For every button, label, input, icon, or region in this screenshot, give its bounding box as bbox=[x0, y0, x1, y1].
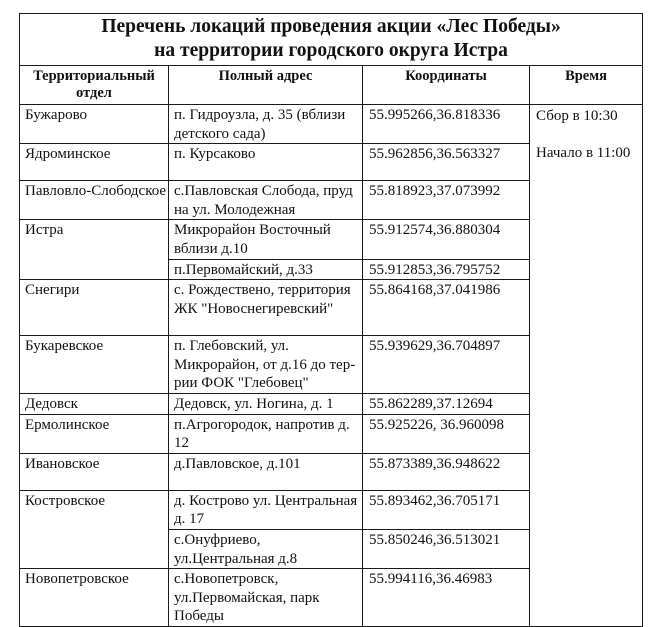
department-cell: Ивановское bbox=[20, 453, 169, 490]
address-cell: п.Агрогородок, напротив д. 12 bbox=[169, 414, 363, 453]
address-cell: с.Новопетровск, ул.Первомайская, парк Победы bbox=[169, 569, 363, 627]
address-cell: с.Онуфриево, ул.Центральная д.8 bbox=[169, 529, 363, 568]
coordinates-cell: 55.994116,36.46983 bbox=[363, 569, 530, 627]
address-cell: д. Кострово ул. Центральная д. 17 bbox=[169, 490, 363, 529]
coordinates-cell: 55.995266,36.818336 bbox=[363, 105, 530, 144]
address-cell: с.Павловская Слобода, пруд на ул. Молодежная bbox=[169, 181, 363, 220]
title-row bbox=[20, 14, 643, 66]
spacer bbox=[536, 126, 642, 145]
coordinates-cell: 55.912853,36.795752 bbox=[363, 259, 530, 280]
department-cell: Ермолинское bbox=[20, 414, 169, 453]
gathering-time: Сбор в 10:30 bbox=[536, 108, 618, 124]
coordinates-cell: 55.893462,36.705171 bbox=[363, 490, 530, 529]
department-cell: Костровское bbox=[20, 490, 169, 568]
locations-table bbox=[19, 13, 643, 627]
coordinates-cell: 55.962856,36.563327 bbox=[363, 144, 530, 181]
header-coordinates: Координаты bbox=[363, 66, 530, 105]
department-cell: Ядроминское bbox=[20, 144, 169, 181]
coordinates-cell: 55.862289,37.12694 bbox=[363, 393, 530, 414]
header-department: Территориальный отдел bbox=[20, 66, 169, 105]
address-cell: Дедовск, ул. Ногина, д. 1 bbox=[169, 393, 363, 414]
address-cell: п.Первомайский, д.33 bbox=[169, 259, 363, 280]
department-cell: Павловло-Слободское bbox=[20, 181, 169, 220]
header-address: Полный адрес bbox=[169, 66, 363, 105]
department-cell: Новопетровское bbox=[20, 569, 169, 627]
coordinates-cell: 55.864168,37.041986 bbox=[363, 280, 530, 336]
coordinates-cell: 55.818923,37.073992 bbox=[363, 181, 530, 220]
address-cell: п. Гидроузла, д. 35 (вблизи детского сада) bbox=[169, 105, 363, 144]
coordinates-cell: 55.939629,36.704897 bbox=[363, 336, 530, 394]
address-cell: д.Павловское, д.101 bbox=[169, 453, 363, 490]
department-cell: Букаревское bbox=[20, 336, 169, 394]
locations-document bbox=[19, 13, 642, 627]
coordinates-cell: 55.873389,36.948622 bbox=[363, 453, 530, 490]
document-title bbox=[20, 14, 643, 66]
department-cell: Дедовск bbox=[20, 393, 169, 414]
title-line-1: Перечень локаций проведения акции «Лес Победы» bbox=[101, 16, 561, 37]
coordinates-cell: 55.925226, 36.960098 bbox=[363, 414, 530, 453]
address-cell: п. Глебовский, ул. Микрорайон, от д.16 до тер-рии ФОК "Глебовец" bbox=[169, 336, 363, 394]
table-row bbox=[20, 105, 643, 144]
header-time: Время bbox=[530, 66, 643, 105]
header-row bbox=[20, 66, 643, 105]
start-time: Начало в 11:00 bbox=[536, 145, 631, 162]
coordinates-cell: 55.912574,36.880304 bbox=[363, 220, 530, 259]
coordinates-cell: 55.850246,36.513021 bbox=[363, 529, 530, 568]
department-cell: Бужарово bbox=[20, 105, 169, 144]
title-line-2: на территории городского округа Истра bbox=[154, 40, 508, 61]
address-cell: с. Рождествено, территория ЖК "Новоснегиревский" bbox=[169, 280, 363, 336]
department-cell: Истра bbox=[20, 220, 169, 280]
address-cell: Микрорайон Восточный вблизи д.10 bbox=[169, 220, 363, 259]
department-cell: Снегири bbox=[20, 280, 169, 336]
time-cell bbox=[530, 105, 643, 627]
address-cell: п. Курсаково bbox=[169, 144, 363, 181]
